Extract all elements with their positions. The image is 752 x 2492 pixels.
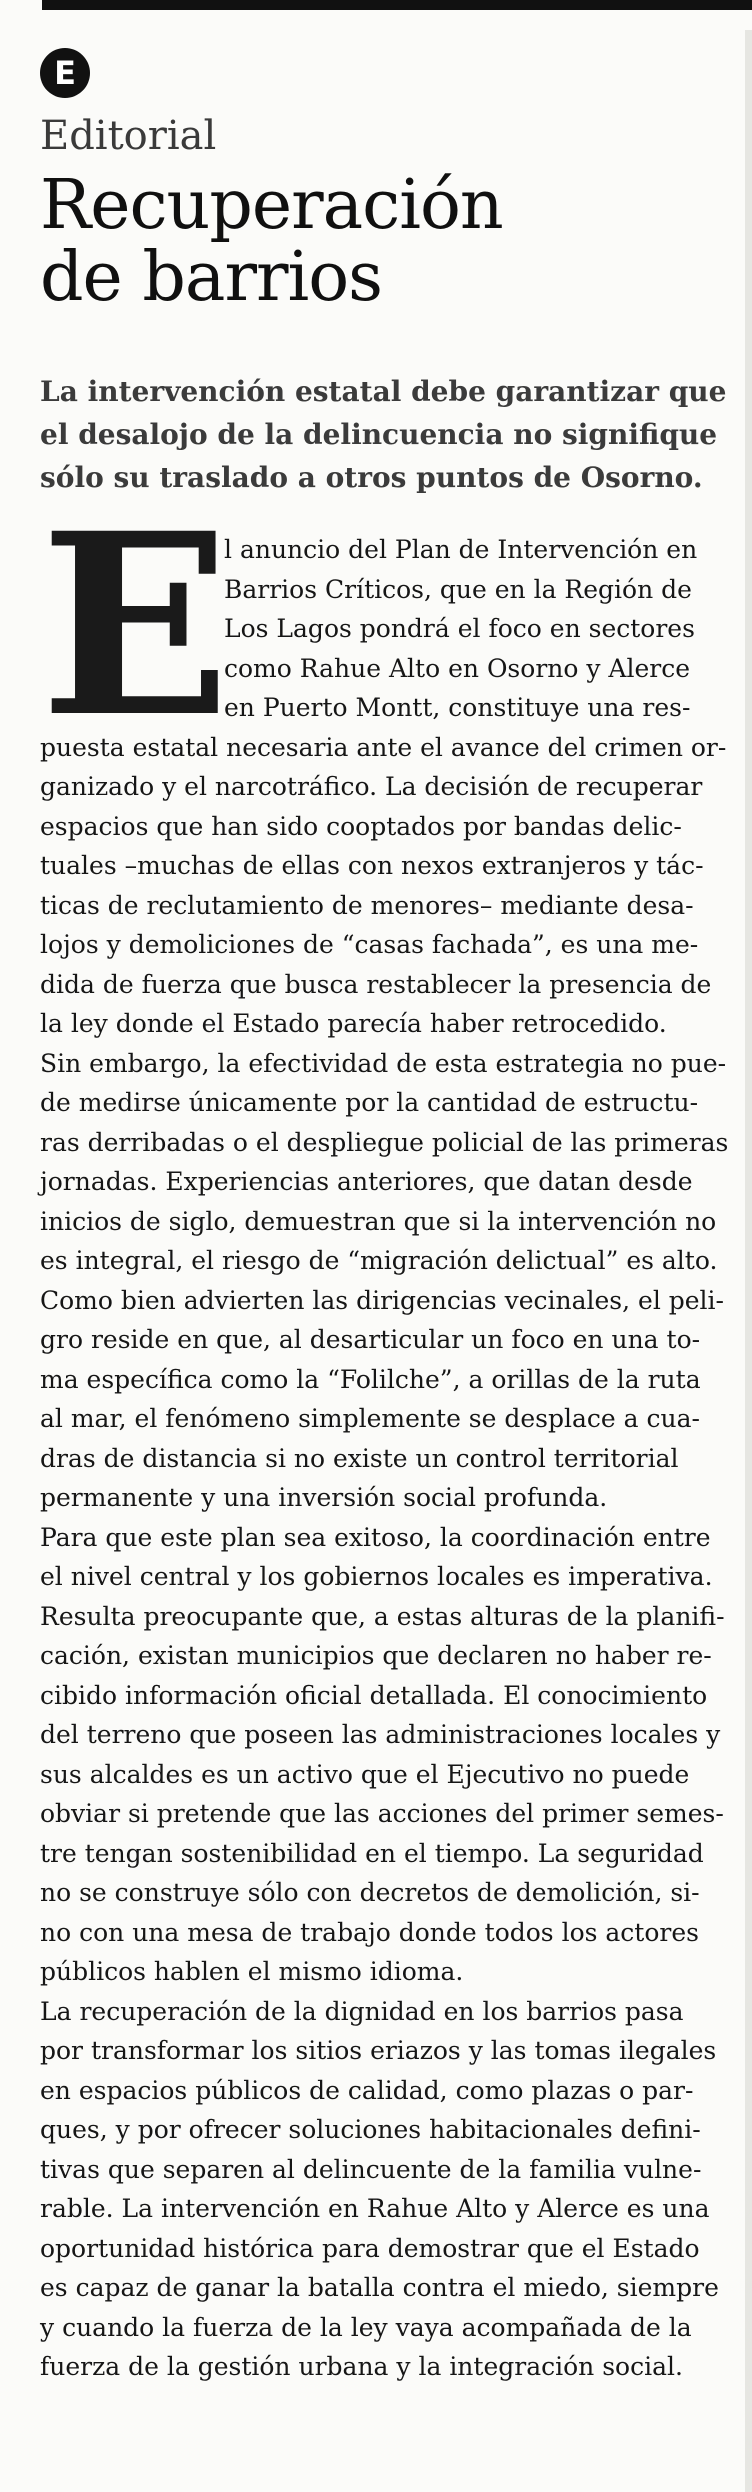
section-badge: E xyxy=(40,48,90,98)
top-rule xyxy=(42,0,752,10)
body-line: dras de distancia si no existe un control territorial xyxy=(40,1443,679,1473)
body-line: puesta estatal necesaria ante el avance del crimen or- xyxy=(40,732,727,762)
headline xyxy=(40,166,730,317)
body-line: públicos hablen el mismo idioma. xyxy=(40,1957,464,1986)
body-line: y cuando la fuerza de la ley vaya acompañada de la xyxy=(40,2312,692,2342)
body-line: sus alcaldes es un activo que el Ejecutivo no puede xyxy=(40,1759,690,1789)
body-line: obviar si pretende que las acciones del primer semes- xyxy=(40,1799,724,1828)
body-line: tuales –muchas de ellas con nexos extranjeros y tác- xyxy=(40,851,704,880)
body-line: Como bien advierten las dirigencias vecinales, el peli- xyxy=(40,1285,724,1315)
headline-line: de barrios xyxy=(40,238,383,317)
body-line: no se construye sólo con decretos de demolición, si- xyxy=(40,1878,700,1907)
body-line: permanente y una inversión social profunda. xyxy=(40,1483,608,1512)
deck-line: La intervención estatal debe garantizar que xyxy=(40,375,727,408)
drop-cap: E xyxy=(40,478,231,772)
body-line: fuerza de la gestión urbana y la integración social. xyxy=(40,2352,683,2381)
article-body xyxy=(40,530,730,2387)
body-line: Sin embargo, la efectividad de esta estrategia no pue- xyxy=(40,1048,727,1078)
body-line: el nivel central y los gobiernos locales es imperativa. xyxy=(40,1562,713,1591)
deck-line: el desalojo de la delincuencia no signifique xyxy=(40,418,718,451)
body-line: es integral, el riesgo de “migración delictual” es alto. xyxy=(40,1246,718,1275)
body-line: oportunidad histórica para demostrar que el Estado xyxy=(40,2233,700,2263)
body-line: ras derribadas o el despliegue policial de las primeras xyxy=(40,1127,729,1157)
body-line: tivas que separen al delincuente de la familia vulne- xyxy=(40,2154,702,2184)
body-line: cibido información oficial detallada. El conocimiento xyxy=(40,1680,708,1710)
body-line: en Puerto Montt, constituye una res- xyxy=(224,693,691,722)
body-line: gro reside en que, al desarticular un foco en una to- xyxy=(40,1325,701,1354)
section-label: Editorial xyxy=(40,113,217,159)
body-line: ticas de reclutamiento de menores– mediante desa- xyxy=(40,890,694,920)
body-line: dida de fuerza que busca restablecer la presencia de xyxy=(40,969,712,999)
body-line: La recuperación de la dignidad en los barrios pasa xyxy=(40,1996,684,2026)
body-line: Barrios Críticos, que en la Región de xyxy=(224,574,692,604)
body-line: Resulta preocupante que, a estas alturas de la planifi- xyxy=(40,1601,725,1631)
body-line: rable. La intervención en Rahue Alto y Alerce es una xyxy=(40,2194,710,2223)
body-line: lojos y demoliciones de “casas fachada”, es una me- xyxy=(40,930,699,959)
deck-line: sólo su traslado a otros puntos de Osorno. xyxy=(40,461,703,494)
body-line: espacios que han sido cooptados por bandas delic- xyxy=(40,811,682,841)
body-line: cación, existan municipios que declaren no haber re- xyxy=(40,1641,712,1670)
body-line: ques, y por ofrecer soluciones habitacionales defini- xyxy=(40,2115,701,2144)
body-line: Los Lagos pondrá el foco en sectores xyxy=(224,614,695,643)
body-line: no con una mesa de trabajo donde todos los actores xyxy=(40,1917,699,1947)
headline-line: Recuperación xyxy=(40,166,503,245)
body-line: la ley donde el Estado parecía haber retrocedido. xyxy=(40,1009,667,1038)
body-line: ganizado y el narcotráfico. La decisión de recuperar xyxy=(40,772,703,801)
body-line: tre tengan sostenibilidad en el tiempo. La seguridad xyxy=(40,1838,704,1868)
body-line: Para que este plan sea exitoso, la coordinación entre xyxy=(40,1522,711,1552)
body-line: por transformar los sitios eriazos y las tomas ilegales xyxy=(40,2036,717,2065)
body-line: l anuncio del Plan de Intervención en xyxy=(224,535,698,564)
body-line: de medirse únicamente por la cantidad de estructu- xyxy=(40,1088,699,1117)
body-line: como Rahue Alto en Osorno y Alerce xyxy=(224,653,691,683)
body-line: jornadas. Experiencias anteriores, que datan desde xyxy=(40,1167,693,1196)
page-edge xyxy=(745,30,752,2492)
body-line: inicios de siglo, demuestran que si la intervención no xyxy=(40,1206,717,1236)
body-line: del terreno que poseen las administraciones locales y xyxy=(40,1720,721,1749)
body-line: es capaz de ganar la batalla contra el miedo, siempre xyxy=(40,2273,719,2302)
body-line: al mar, el fenómeno simplemente se desplace a cua- xyxy=(40,1404,700,1433)
body-line: en espacios públicos de calidad, como plazas o par- xyxy=(40,2075,694,2105)
body-line: ma específica como la “Folilche”, a orillas de la ruta xyxy=(40,1364,701,1394)
